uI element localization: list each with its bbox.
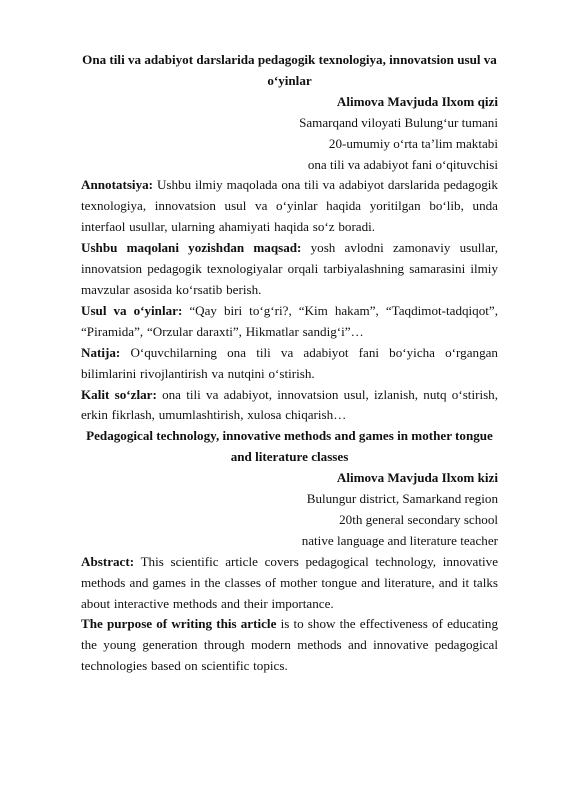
uz-annotation — [81, 175, 498, 238]
uz-affiliation-region: Samarqand viloyati Bulung‘ur tumani — [299, 114, 498, 130]
uz-aim-text: yosh avlodni zamonaviy usullar, innovatsion pedagogik texnologiyalar orqali tarbiyalashning samarasini ilmiy mavzular asosida ko‘rsatib berish. — [81, 240, 498, 297]
uz-title: Ona tili va adabiyot darslarida pedagogik texnologiya, innovatsion usul va o‘yinlar — [82, 52, 497, 88]
en-abstract-label: Abstract: — [81, 553, 135, 569]
en-purpose — [81, 614, 498, 677]
article-page — [81, 50, 498, 677]
en-abstract-text: This scientific article covers pedagogical technology, innovative methods and games in the classes of mother tongue and literature, and it talks about interactive methods and their importance. — [81, 553, 499, 611]
uz-games — [81, 301, 498, 343]
en-abstract — [81, 552, 498, 615]
en-purpose-text: is to show the effectiveness of educating the young generation through modern methods and innovative pedagogical technologies based on scientific topics. — [81, 616, 498, 674]
uz-annotation-text: Ushbu ilmiy maqolada ona tili va adabiyot darslarida pedagogik texnologiya, innovatsion usul va o‘yinlar haqida yoritilgan bo‘lib, unda interfaol usullar, ularning ahamiyati haqida so‘z boradi. — [81, 177, 498, 235]
uz-games-label: Usul va o‘yinlar: — [81, 302, 183, 318]
uz-author: Alimova Mavjuda Ilxom qizi — [336, 93, 498, 109]
uz-affiliation-position: ona tili va adabiyot fani o‘qituvchisi — [307, 156, 498, 172]
uz-aim — [81, 238, 498, 301]
en-affiliation-school: 20th general secondary school — [339, 511, 498, 527]
uz-games-text: “Qay biri to‘g‘ri?, “Kim hakam”, “Taqdimot-tadqiqot”, “Piramida”, “Orzular daraxti”, Hikmatlar sandig‘i”… — [81, 302, 498, 339]
uz-keywords-label: Kalit so‘zlar: — [81, 386, 157, 402]
en-author: Alimova Mavjuda Ilxom kizi — [336, 470, 498, 486]
uz-annotation-label: Annotatsiya: — [81, 177, 154, 193]
uz-aim-label: Ushbu maqolani yozishdan maqsad: — [81, 240, 302, 256]
uz-result — [81, 343, 498, 385]
en-purpose-label: The purpose of writing this article — [81, 616, 277, 632]
en-title: Pedagogical technology, innovative methods and games in mother tongue and literature classes — [86, 428, 493, 465]
en-affiliation-position: native language and literature teacher — [301, 532, 498, 548]
uz-affiliation-school: 20-umumiy o‘rta ta’lim maktabi — [328, 135, 498, 151]
uz-keywords-text: ona tili va adabiyot, innovatsion usul, izlanish, nutq o‘stirish, erkin fikrlash, umumlashtirish, xulosa chiqarish… — [81, 386, 499, 423]
uz-keywords — [81, 385, 498, 427]
en-affiliation-region: Bulungur district, Samarkand region — [306, 491, 498, 507]
uz-result-label: Natija: — [81, 344, 121, 360]
uz-result-text: O‘quvchilarning ona tili va adabiyot fani bo‘yicha o‘rgangan bilimlarini rivojlantirish va nutqini o‘stirish. — [81, 344, 498, 381]
